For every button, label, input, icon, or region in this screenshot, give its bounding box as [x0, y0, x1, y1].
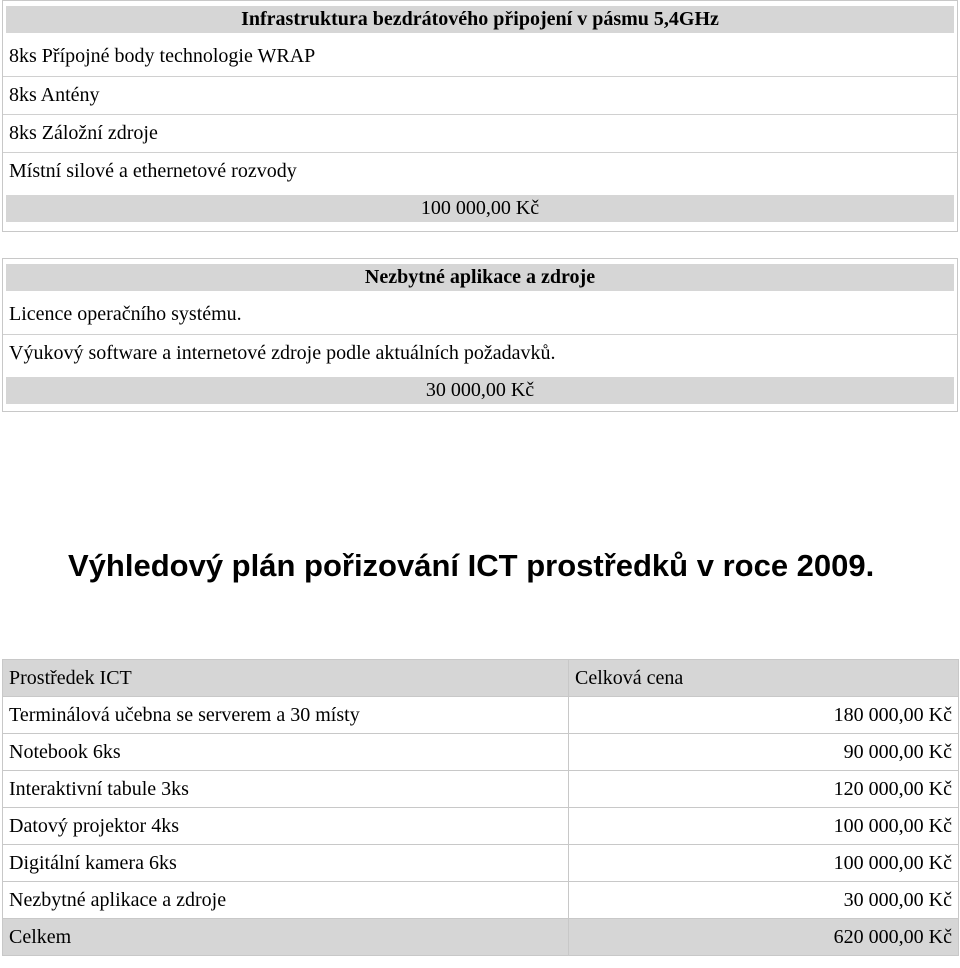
price-cell: 90 000,00 Kč	[569, 734, 959, 771]
section-price: 30 000,00 Kč	[6, 377, 954, 404]
total-price: 620 000,00 Kč	[569, 919, 959, 956]
section-applications	[2, 258, 958, 412]
section-title: Nezbytné aplikace a zdroje	[6, 264, 954, 291]
page-heading: Výhledový plán pořizování ICT prostředků v roce 2009.	[68, 548, 875, 583]
table-row	[3, 771, 959, 808]
table-row	[3, 882, 959, 919]
list-item: Licence operačního systému.	[9, 303, 242, 325]
item-cell: Datový projektor 4ks	[3, 808, 569, 845]
price-cell: 100 000,00 Kč	[569, 808, 959, 845]
section-wireless-infrastructure	[2, 0, 958, 232]
item-cell: Nezbytné aplikace a zdroje	[3, 882, 569, 919]
price-cell: 120 000,00 Kč	[569, 771, 959, 808]
section-price: 100 000,00 Kč	[6, 195, 954, 222]
table-row	[3, 808, 959, 845]
list-item: 8ks Antény	[3, 76, 957, 114]
item-cell: Digitální kamera 6ks	[3, 845, 569, 882]
section-title: Infrastruktura bezdrátového připojení v pásmu 5,4GHz	[6, 6, 954, 33]
item-cell: Terminálová učebna se serverem a 30 místy	[3, 697, 569, 734]
ict-plan-table	[2, 659, 959, 956]
table-row	[3, 697, 959, 734]
price-cell: 30 000,00 Kč	[569, 882, 959, 919]
price-cell: 180 000,00 Kč	[569, 697, 959, 734]
list-item: Výukový software a internetové zdroje podle aktuálních požadavků.	[3, 334, 957, 372]
item-cell: Notebook 6ks	[3, 734, 569, 771]
table-total-row	[3, 919, 959, 956]
list-item: 8ks Záložní zdroje	[3, 114, 957, 152]
table-row	[3, 845, 959, 882]
price-cell: 100 000,00 Kč	[569, 845, 959, 882]
list-item: 8ks Přípojné body technologie WRAP	[9, 45, 316, 67]
table-header-row	[3, 660, 959, 697]
column-header-item: Prostředek ICT	[3, 660, 569, 697]
column-header-price: Celková cena	[569, 660, 959, 697]
total-label: Celkem	[3, 919, 569, 956]
list-item: Místní silové a ethernetové rozvody	[3, 152, 957, 190]
table-row	[3, 734, 959, 771]
item-cell: Interaktivní tabule 3ks	[3, 771, 569, 808]
